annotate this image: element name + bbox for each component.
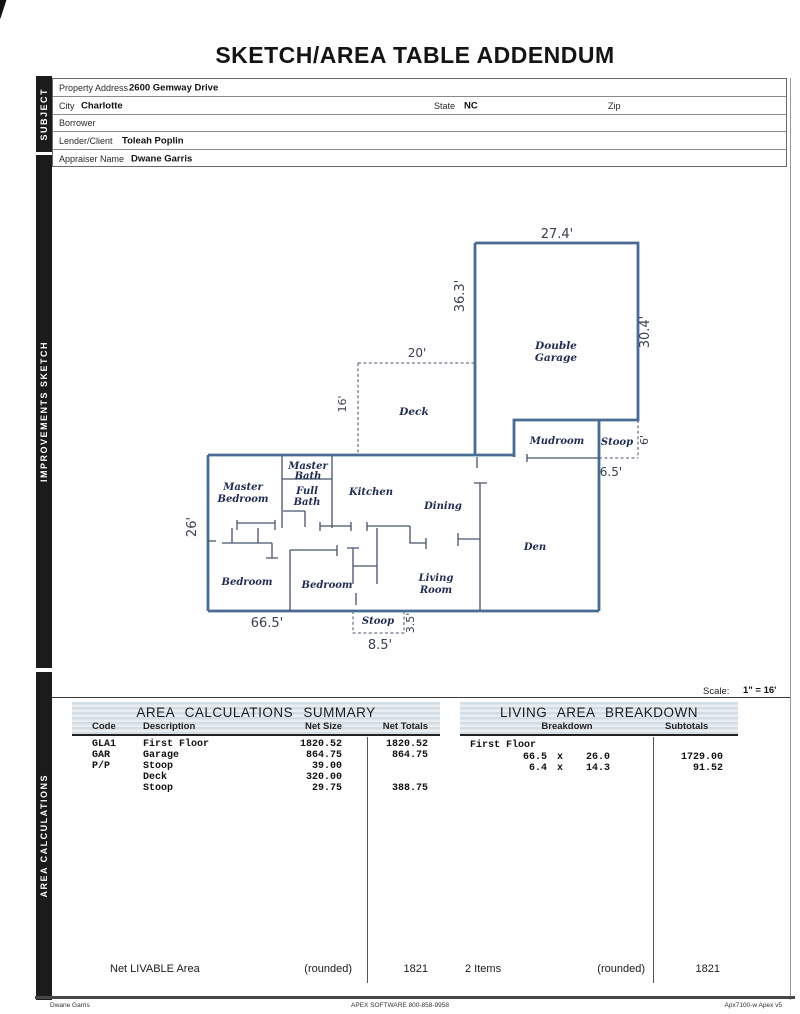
footer-appraiser-name: Dwane Garris [50, 1002, 90, 1009]
state-label: State [434, 100, 456, 111]
room-label-deck: Deck [399, 406, 429, 418]
breakdown-table-header [460, 702, 738, 736]
room-label-dining: Dining [424, 501, 462, 512]
dim-deck-top: 20' [407, 346, 427, 360]
summary-cell: Stoop [143, 761, 174, 772]
page-title: SKETCH/AREA TABLE ADDENDUM [215, 42, 615, 68]
dim-garage-right: 30.4' [638, 315, 653, 349]
breakdown-cell: 26.0 [585, 752, 610, 763]
summary-cell: GLA1 [92, 739, 117, 750]
state-value: NC [464, 100, 478, 111]
summary-cell: 1820.52 [385, 739, 428, 750]
room-label-mudroom: Mudroom [529, 436, 585, 447]
summary-cell: Deck [143, 772, 168, 783]
city-label: City [59, 100, 75, 111]
scale-label: Scale: [703, 686, 730, 697]
summary-cell: 39.00 [311, 761, 342, 772]
room-label-stoop-bottom: Stoop [361, 616, 395, 627]
zip-label: Zip [608, 100, 621, 111]
summary-col-description: Description [143, 721, 196, 732]
room-label-den: Den [523, 542, 547, 553]
room-label-master-bedroom-line2: Bedroom [217, 494, 269, 505]
room-label-bedroom-mid: Bedroom [301, 580, 353, 591]
lender-client-value: Toleah Poplin [122, 135, 184, 146]
sidebar-area-calculations-label: AREA CALCULATIONS [39, 774, 49, 898]
summary-cell: GAR [92, 750, 111, 761]
summary-col-code: Code [92, 721, 116, 732]
room-label-master-bath-line2: Bath [294, 471, 322, 482]
dim-deck-left: 16' [336, 395, 349, 413]
net-livable-total-value: 1821 [403, 963, 428, 975]
summary-table-column-divider [367, 737, 368, 983]
breakdown-table-title: LIVING AREA BREAKDOWN [499, 705, 699, 720]
dim-stoop-right-height: 6' [638, 434, 651, 446]
dim-garage-left: 36.3' [453, 279, 468, 313]
lender-client-label: Lender/Client [59, 135, 113, 146]
dim-mudroom-width: 6.5' [599, 465, 623, 479]
summary-cell: 29.75 [311, 783, 342, 794]
summary-cell: First Floor [143, 739, 210, 750]
room-label-master-bedroom-line1: Master [223, 482, 263, 493]
room-label-kitchen: Kitchen [348, 487, 394, 498]
breakdown-cell: 66.5 [522, 752, 547, 763]
appraiser-name-label: Appraiser Name [59, 153, 125, 164]
dim-stoop-bottom-height: 3.5' [404, 612, 417, 634]
summary-cell: 864.75 [305, 750, 342, 761]
breakdown-cell: x [557, 752, 564, 763]
breakdown-items-count: 2 Items [465, 963, 502, 975]
summary-table-title: AREA CALCULATIONS SUMMARY [136, 705, 376, 720]
breakdown-col-breakdown: Breakdown [541, 721, 593, 732]
net-livable-rounded-label: (rounded) [304, 963, 352, 975]
deck-and-stoop-dashed-outlines [353, 363, 638, 633]
room-label-stoop-right: Stoop [600, 437, 634, 448]
appraiser-name-value: Dwane Garris [131, 153, 193, 164]
sidebar-improvements-sketch-label: IMPROVEMENTS SKETCH [39, 340, 49, 482]
breakdown-rounded-label: (rounded) [597, 963, 645, 975]
summary-cell: Garage [143, 750, 180, 761]
summary-cell: Stoop [143, 783, 174, 794]
summary-cell: 1820.52 [299, 739, 342, 750]
room-label-full-bath-line2: Bath [293, 497, 321, 508]
room-label-living-room-line1: Living [418, 573, 454, 584]
breakdown-group-label: First Floor [470, 740, 537, 751]
dim-house-bottom: 66.5' [250, 616, 284, 631]
summary-table-header [72, 702, 440, 736]
breakdown-cell: 6.4 [528, 763, 547, 774]
breakdown-cell: 91.52 [692, 763, 723, 774]
footer-divider-line [35, 996, 795, 999]
borrower-label: Borrower [59, 118, 96, 128]
summary-cell: P/P [92, 761, 111, 772]
sidebar-subject-label: SUBJECT [39, 87, 49, 141]
breakdown-col-subtotals: Subtotals [665, 721, 709, 732]
sidebar-section-area-calculations [36, 672, 52, 1000]
breakdown-cell: x [557, 763, 564, 774]
property-address-value: 2600 Gemway Drive [129, 82, 219, 93]
footer-version-tag: Apx7100-w Apex v5 [724, 1002, 782, 1009]
city-value: Charlotte [81, 100, 123, 111]
breakdown-total-value: 1821 [695, 963, 720, 975]
net-livable-area-label: Net LIVABLE Area [110, 963, 200, 975]
dim-stoop-bottom-width: 8.5' [367, 638, 393, 653]
room-label-full-bath-line1: Full [296, 486, 318, 497]
summary-cell: 320.00 [305, 772, 342, 783]
room-label-double-garage-line2: Garage [534, 352, 578, 364]
room-label-living-room-line2: Room [419, 585, 453, 596]
scale-value: 1" = 16' [743, 685, 777, 696]
summary-col-net-totals: Net Totals [382, 721, 428, 732]
room-label-master-bath-line1: Master [288, 461, 328, 472]
property-address-label: Property Address [59, 82, 129, 93]
room-label-bedroom-left: Bedroom [221, 577, 273, 588]
footer-software-credit: APEX SOFTWARE 800-858-9958 [350, 1002, 450, 1009]
section-divider-line [52, 697, 790, 698]
breakdown-cell: 1729.00 [680, 752, 723, 763]
room-label-double-garage-line1: Double [535, 340, 577, 352]
summary-cell: 864.75 [391, 750, 428, 761]
summary-cell: 388.75 [391, 783, 428, 794]
dim-garage-top: 27.4' [540, 227, 574, 242]
summary-col-net-size: Net Size [305, 721, 342, 732]
breakdown-cell: 14.3 [585, 763, 610, 774]
dim-house-left: 26' [185, 516, 200, 538]
